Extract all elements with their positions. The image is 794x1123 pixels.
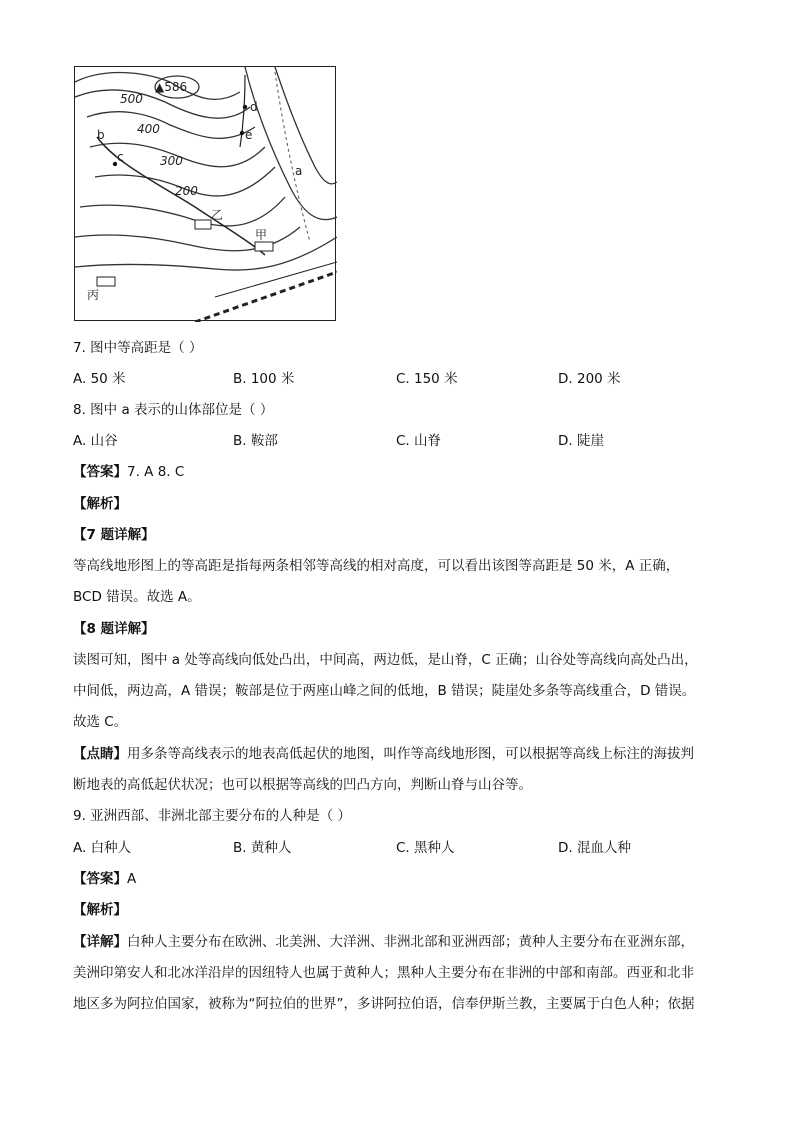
answer-text: 7. A 8. C [127,464,185,480]
detail-9-line-3: 地区多为阿拉伯国家，被称为“阿拉伯的世界”，多讲阿拉伯语，信奉伊斯兰教，主要属于白色人种；依据 [73,996,695,1012]
detail-8-line-3: 故选 C。 [73,714,128,730]
building-bing [97,277,115,286]
point-label-e: e [245,128,253,142]
q8-option-b: B. 鞍部 [233,433,278,449]
answer-block-1 [73,463,184,481]
point-text-1: 用多条等高线表示的地表高低起伏的地图，叫作等高线地形图，可以根据等高线上标注的海拔判 [127,746,694,762]
detail-9-tag: 【详解】 [73,934,127,950]
detail-9-line-2: 美洲印第安人和北冰洋沿岸的因纽特人也属于黄种人；黑种人主要分布在非洲的中部和南部。西亚和北非 [73,965,694,981]
point-label-b: b [97,128,105,142]
place-label-yi: 乙 [211,208,224,222]
q9-option-c: C. 黑种人 [396,840,455,856]
q9-option-a: A. 白种人 [73,840,132,856]
q8-option-d: D. 陡崖 [558,433,604,449]
contour-line [275,67,337,184]
contour-line [87,112,255,139]
q7-option-b: B. 100 米 [233,371,295,387]
place-label-bing: 丙 [87,288,100,302]
detail-7-line-2: BCD 错误。故选 A。 [73,589,201,605]
contour-label-400: 400 [137,122,160,136]
q7-option-d: D. 200 米 [558,371,621,387]
q7-option-c: C. 150 米 [396,371,458,387]
point-label-a: a [295,164,303,178]
ridge-line [275,72,310,242]
detail-9-line-1 [73,933,694,951]
building-yi [195,220,211,229]
contour-line [75,237,337,270]
point-tag: 【点睛】 [73,746,127,762]
peak-label: ▲586 [155,80,188,94]
answer-tag-2: 【答案】 [73,871,127,887]
point-label-d: d [250,100,258,114]
analysis-tag-1: 【解析】 [73,496,127,512]
contour-line [245,67,337,220]
contour-label-500: 500 [120,92,143,106]
contour-map [74,66,336,321]
contour-line [75,90,250,118]
contour-label-200: 200 [175,184,198,198]
detail-8-line-1: 读图可知，图中 a 处等高线向低处凸出，中间高，两边低，是山脊，C 正确；山谷处等高线向高处凸出， [73,652,698,668]
point-d [243,105,247,109]
detail-8-tag: 【8 题详解】 [73,621,155,637]
building-jia [255,242,273,251]
detail-8-line-2: 中间低，两边高，A 错误；鞍部是位于两座山峰之间的低地，B 错误；陡崖处多条等高线重合，D 错误。 [73,683,696,699]
q8-option-a: A. 山谷 [73,433,118,449]
contour-label-300: 300 [160,154,183,168]
point-line-1 [73,745,694,763]
point-line-2: 断地表的高低起伏状况；也可以根据等高线的凹凸方向，判断山脊与山谷等。 [73,777,532,793]
contour-map-drawing [75,67,337,322]
q8-option-c: C. 山脊 [396,433,442,449]
answer-block-2 [73,870,136,888]
question-9-stem: 9. 亚洲西部、非洲北部主要分布的人种是（ ） [73,808,351,824]
q7-option-a: A. 50 米 [73,371,126,387]
q9-option-b: B. 黄种人 [233,840,292,856]
question-8-stem: 8. 图中 a 表示的山体部位是（ ） [73,402,274,418]
question-7-stem: 7. 图中等高距是（ ） [73,340,203,356]
detail-7-tag: 【7 题详解】 [73,527,155,543]
answer-text-2: A [127,871,137,887]
point-label-c: c [117,150,124,164]
place-label-jia: 甲 [255,228,268,242]
detail-7-line-1: 等高线地形图上的等高距是指每两条相邻等高线的相对高度，可以看出该图等高距是 50 米，A 正确， [73,558,680,574]
q9-option-d: D. 混血人种 [558,840,631,856]
point-e [240,131,244,135]
detail-9-text-1: 白种人主要分布在欧洲、北美洲、大洋洲、非洲北部和亚洲西部；黄种人主要分布在亚洲东部， [127,934,694,950]
contour-line [80,197,285,226]
answer-tag: 【答案】 [73,464,127,480]
analysis-tag-2: 【解析】 [73,902,127,918]
